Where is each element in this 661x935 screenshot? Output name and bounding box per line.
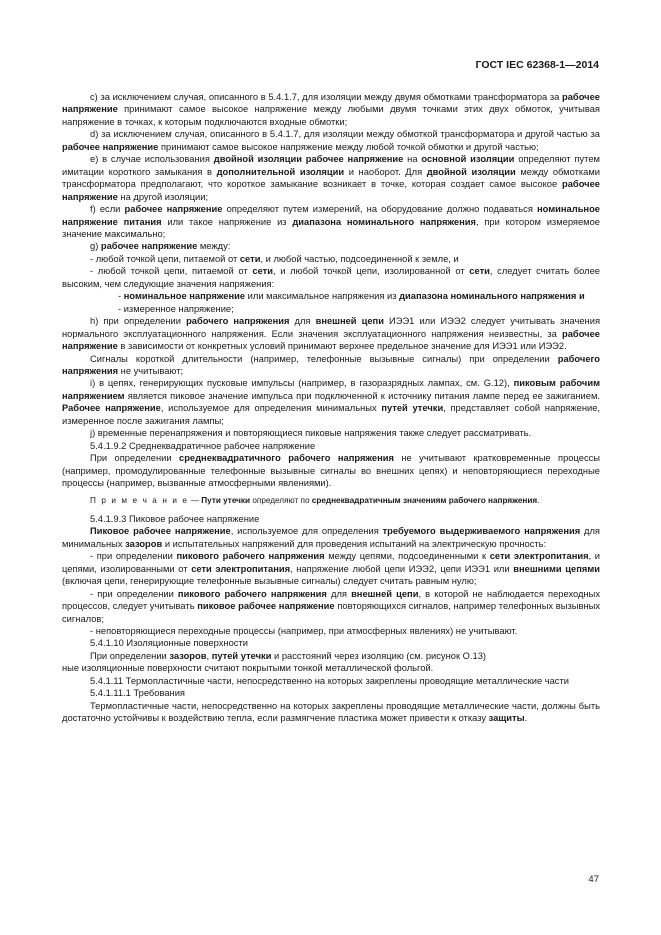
text-run: 5.4.1.11 Термопластичные части, непосредственно на которых закреплены проводящие металлические части: [90, 675, 569, 686]
paragraph: [62, 513, 600, 525]
text-run: (включая цепи, генерирующие телефонные вызывные сигналы) следует считать равным нулю;: [62, 576, 477, 587]
text-run: определяют путем имитации короткого замыкания в: [62, 154, 600, 177]
text-run: -: [118, 291, 124, 302]
bold-term: внешней цепи: [351, 588, 419, 599]
bold-term: пикового рабочего напряжения: [176, 551, 325, 562]
text-run: для минимальных: [62, 526, 600, 549]
text-run: , используемое для определения минимальных: [160, 403, 382, 414]
bold-term: Рабочее напряжение: [62, 403, 161, 414]
text-run: ,: [206, 650, 212, 661]
bold-term: зазоров: [169, 650, 207, 661]
text-run: 5.4.1.9.3 Пиковое рабочее напряжение: [90, 513, 260, 524]
paragraph: [62, 265, 600, 290]
text-run: и расстояний через изоляцию (см. рисунок О.13): [271, 650, 487, 661]
paragraph: [62, 588, 600, 625]
bold-term: путей утечки: [211, 650, 272, 661]
bold-term: рабочее напряжение: [62, 141, 159, 152]
text-run: Термопластичные части, непосредственно на которых закреплены проводящие металлические части, должны быть достаточно устойчивы к воздействию тепла, если размягчение пластика может привести к отказу: [62, 700, 600, 724]
text-run: При определении: [90, 453, 180, 464]
text-run: 5.4.1.9.2 Среднеквадратичное рабочее напряжение: [90, 440, 316, 451]
bold-term: диапазона номинального напряжения и: [399, 291, 585, 302]
paragraph: [62, 687, 600, 699]
page-number: 47: [588, 874, 599, 885]
bold-term: сети: [239, 253, 261, 264]
text-run: 5.4.1.10 Изоляционные поверхности: [90, 638, 248, 649]
text-run: c) за исключением случая, описанного в 5.4.1.7, для изоляции между двумя обмотками трансформатора за: [90, 92, 563, 102]
paragraph: [62, 700, 600, 725]
bold-term: Пиковое рабочее напряжение: [90, 526, 231, 537]
text-run: g): [90, 241, 101, 252]
bold-term: сети: [469, 266, 490, 277]
paragraph: [62, 452, 600, 489]
bold-term: пикового рабочего напряжения: [177, 588, 327, 599]
bold-term: двойной изоляции рабочее напряжение: [213, 154, 404, 165]
paragraph: [62, 675, 600, 687]
paragraph: [62, 153, 600, 203]
bold-term: рабочего напряжения: [62, 353, 600, 376]
text-run: i) в цепях, генерирующих пусковые импульсы (например, в газоразрядных лампах, см. G.12),: [90, 378, 514, 389]
text-run: - при определении: [90, 588, 178, 599]
paragraph: [62, 290, 600, 302]
text-run: между цепями, подсоединенными к: [324, 551, 490, 562]
bold-term: диапазона номинального напряжения: [292, 216, 476, 227]
text-run: Сигналы короткой длительности (например, телефонные вызывные сигналы) при определении: [90, 353, 558, 364]
text-run: , в которой не наблюдается переходных процессов, следует учитывать: [62, 588, 601, 612]
text-run: - неповторяющиеся переходные процессы (например, при атмосферных явлениях) не учитывают.: [90, 626, 518, 637]
text-run: на: [403, 154, 422, 165]
bold-term: внешней цепи: [315, 316, 384, 327]
paragraph: [62, 91, 600, 128]
bold-term: номинальное напряжение питания: [62, 204, 600, 227]
paragraph: [62, 240, 600, 252]
bold-term: рабочее напряжение: [100, 241, 198, 252]
bold-term: сети электропитания: [489, 551, 589, 562]
text-run: между обмотками трансформатора предполагают, что короткое замыкание возникает в точке, которая создает самое высокое: [62, 166, 600, 190]
bold-term: пиковым рабочим напряжением: [62, 378, 600, 401]
bold-term: рабочее напряжение: [124, 204, 223, 215]
bold-term: рабочее напряжение: [62, 328, 600, 352]
text-run: ИЭЭ1 или ИЭЭ2 следует учитывать значения нормального эксплуатационного напряжения. Если значения эксплуатационного напряжения неизвестны, за: [62, 316, 600, 339]
text-run: .: [537, 495, 540, 505]
text-run: для: [326, 588, 352, 599]
text-run: принимают самое высокое напряжение между любой точкой обмотки и другой частью;: [158, 141, 539, 152]
text-run: e) в случае использования: [90, 154, 214, 165]
paragraph: [62, 637, 600, 649]
text-run: является пиковое значение импульса при подключенной к источнику питания лампе перед ее зажиганием.: [124, 390, 600, 401]
text-run: h) при определении: [90, 316, 187, 327]
text-run: - любой точкой цепи, питаемой от: [90, 253, 240, 264]
text-run: , следует считать более высоким, чем следующие значения напряжения:: [62, 266, 600, 289]
paragraph: [62, 650, 600, 662]
paragraph: [62, 203, 600, 240]
bold-term: рабочее напряжение: [62, 179, 600, 202]
text-run: .: [524, 713, 528, 724]
bold-term: двойной изоляции: [426, 166, 516, 177]
text-run: , используемое для определения: [230, 526, 383, 537]
text-run: или такое напряжение из: [161, 216, 293, 227]
bold-term: Пути утечки: [201, 495, 251, 505]
bold-term: путей утечки: [381, 403, 444, 414]
note-paragraph: [62, 495, 600, 507]
text-run: - при определении: [90, 551, 177, 562]
bold-term: среднеквадратичного рабочего напряжения: [179, 453, 394, 464]
text-run: принимают самое высокое напряжение между любыми двумя точками этих двух обмоток, учитывая напряжение в точках, к которым подключаются входные обмотки;: [62, 104, 600, 127]
text-run: или максимальное напряжения из: [245, 291, 400, 302]
document-body: [62, 91, 600, 725]
paragraph: [62, 303, 600, 315]
text-run: , и любой точкой цепи, изолированной от: [272, 266, 470, 277]
text-run: , и любой частью, подсоединенной к земле, и: [260, 253, 459, 264]
text-run: и испытательных напряжений для проведения испытаний на электрическую прочность:: [162, 538, 547, 549]
paragraph: [62, 427, 600, 439]
bold-term: дополнительной изоляции: [216, 166, 345, 177]
bold-term: рабочего напряжения: [186, 316, 290, 327]
text-run: —: [188, 495, 202, 505]
text-run: j) временные перенапряжения и повторяющиеся пиковые напряжения также следует рассматривать.: [90, 428, 532, 439]
bold-term: пиковое рабочее напряжение: [197, 601, 335, 612]
text-run: , при котором измеряемое значение максимально;: [62, 216, 600, 239]
bold-term: номинальное напряжение: [123, 291, 246, 302]
text-run: определяют по: [250, 495, 312, 505]
text-run: в зависимости от конкретных условий принимают верхнее предельное значение для ИЭЭ1 или ИЭЭ2.: [117, 341, 567, 352]
paragraph: [62, 315, 600, 352]
text-run: , и цепями, изолированными от: [62, 551, 600, 574]
paragraph: [62, 440, 600, 452]
paragraph: [62, 625, 600, 637]
standard-header: ГОСТ IEC 62368-1—2014: [475, 59, 599, 71]
paragraph: [62, 253, 600, 265]
bold-term: требуемого выдерживаемого напряжения: [382, 526, 581, 537]
text-run: , напряжение любой цепи ИЭЭ2, цепи ИЭЭ1 или: [290, 563, 514, 574]
text-run: П р и м е ч а н и е: [90, 495, 189, 505]
bold-term: внешними цепями: [513, 563, 600, 574]
bold-term: сети: [252, 266, 273, 277]
text-run: определяют путем измерений, на оборудование должно подаваться: [222, 204, 538, 215]
bold-term: зазоров: [125, 538, 163, 549]
text-run: f) если: [90, 204, 125, 215]
bold-term: рабочее напряжение: [62, 92, 600, 115]
text-run: повторяющихся сигналов, например телефонных вызывных сигналов;: [62, 601, 600, 624]
text-run: 5.4.1.11.1 Требования: [90, 688, 185, 699]
text-run: не учитывают кратковременные процессы (например, промодулированные телефонные вызывные сигналы во внешних цепях) и неповторяющиеся переходные процессы (например, вызванные атмосферными явлениями).: [62, 453, 601, 489]
text-run: - любой точкой цепи, питаемой от: [90, 266, 253, 277]
paragraph: [62, 662, 600, 674]
text-run: , представляет собой напряжение, измеренное после зажигания лампы;: [62, 403, 600, 426]
text-run: При определении: [90, 650, 170, 661]
paragraph: [62, 128, 600, 153]
bold-term: сети электропитания: [191, 563, 291, 574]
paragraph: [62, 377, 600, 427]
text-run: - измеренное напряжение;: [118, 303, 234, 314]
bold-term: защиты: [488, 713, 525, 724]
text-run: d) за исключением случая, описанного в 5.4.1.7, для изоляции между обмоткой трансформатора и другой частью за: [90, 129, 600, 140]
text-run: и наоборот. Для: [344, 166, 427, 177]
text-run: между:: [197, 241, 231, 252]
text-run: ные изоляционные поверхности считают покрытыми тонкой металлической фольгой.: [62, 663, 434, 674]
paragraph: [62, 525, 600, 550]
bold-term: основной изоляции: [421, 154, 515, 165]
text-run: для: [289, 316, 316, 327]
bold-term: среднеквадратичным значениям рабочего напряжения: [311, 495, 538, 505]
paragraph: [62, 353, 600, 378]
text-run: не учитывают;: [118, 365, 184, 376]
text-run: на другой изоляции;: [117, 191, 209, 202]
paragraph: [62, 550, 600, 587]
